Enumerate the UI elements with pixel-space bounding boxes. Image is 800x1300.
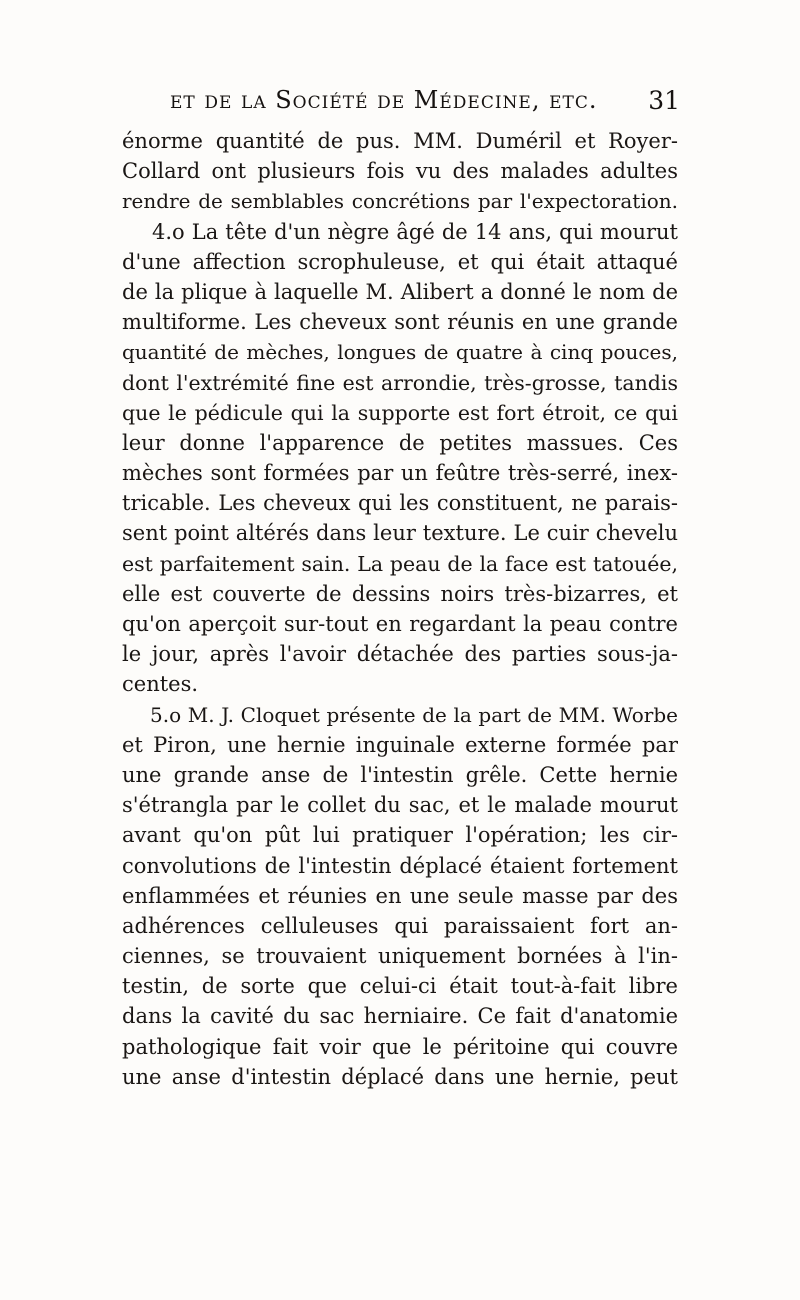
running-title: et de la Société de Médecine, etc. (170, 86, 598, 114)
text-line: est parfaitement sain. La peau de la face est tatouée, (122, 551, 678, 576)
page-header (120, 86, 680, 122)
text-line: quantité de mèches, longues de quatre à cinq pouces, (122, 340, 678, 365)
body-text (122, 126, 678, 1092)
text-line: testin, de sorte que celui-ci était tout-à-fait libre (122, 974, 678, 999)
text-line: elle est couverte de dessins noirs très-bizarres, et (122, 581, 678, 606)
text-line: le jour, après l'avoir détachée des parties sous-ja- (122, 642, 678, 667)
text-line: multiforme. Les cheveux sont réunis en une grande (122, 310, 678, 335)
text-line: enflammées et réunies en une seule masse par des (122, 883, 678, 908)
page-number: 31 (648, 86, 680, 115)
text-line: convolutions de l'intestin déplacé étaient fortement (122, 853, 678, 878)
text-line: rendre de semblables concrétions par l'expectoration. (122, 189, 678, 214)
text-line: énorme quantité de pus. MM. Duméril et Royer- (122, 129, 678, 153)
text-line: ciennes, se trouvaient uniquement bornées à l'in- (122, 944, 678, 969)
text-line: avant qu'on pût lui pratiquer l'opération; les cir- (122, 823, 678, 848)
text-line: leur donne l'apparence de petites massues. Ces (122, 430, 678, 455)
text-line: 5.o M. J. Cloquet présente de la part de MM. Worbe (150, 702, 678, 727)
text-line: une grande anse de l'intestin grêle. Cette hernie (122, 762, 678, 787)
text-line: adhérences celluleuses qui paraissaient fort an- (122, 913, 678, 938)
text-line: d'une affection scrophuleuse, et qui était attaqué (122, 249, 678, 274)
text-line: Collard ont plusieurs fois vu des malades adultes (122, 159, 678, 184)
text-line: de la plique à laquelle M. Alibert a donné le nom de (122, 279, 678, 304)
text-line: sent point altérés dans leur texture. Le cuir chevelu (122, 521, 678, 546)
text-line: que le pédicule qui la supporte est fort étroit, ce qui (122, 400, 678, 425)
text-line: pathologique fait voir que le péritoine qui couvre (122, 1034, 678, 1059)
text-line: mèches sont formées par un feûtre très-serré, inex- (122, 461, 678, 486)
text-line: centes. (122, 672, 199, 697)
text-line: qu'on aperçoit sur-tout en regardant la peau contre (122, 612, 678, 636)
text-line: dans la cavité du sac herniaire. Ce fait d'anatomie (122, 1004, 678, 1029)
text-line: s'étrangla par le collet du sac, et le malade mourut (122, 793, 678, 818)
text-line: une anse d'intestin déplacé dans une hernie, peut (122, 1064, 678, 1089)
text-line: tricable. Les cheveux qui les constituent, ne parais- (122, 491, 678, 516)
text-line: dont l'extrémité fine est arrondie, très-grosse, tandis (122, 370, 678, 395)
text-line: 4.o La tête d'un nègre âgé de 14 ans, qui mourut (152, 219, 678, 244)
text-line: et Piron, une hernie inguinale externe formée par (122, 732, 678, 757)
